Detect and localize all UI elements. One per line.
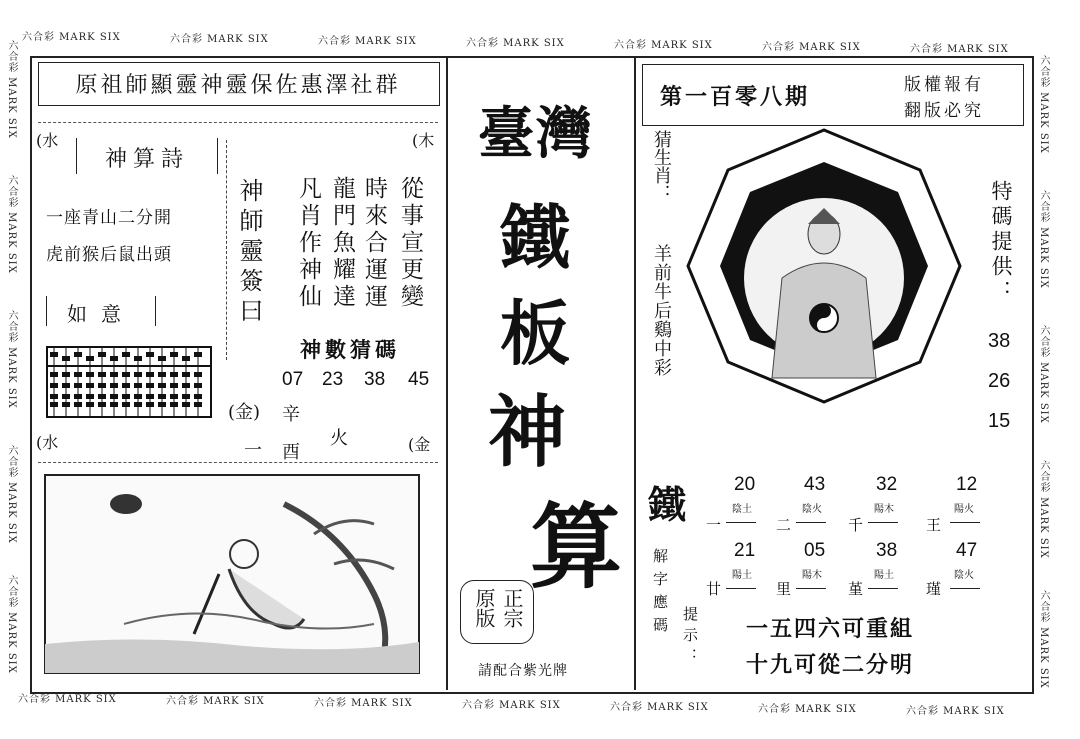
abacus-bead (134, 402, 142, 407)
dashed-line (38, 122, 438, 124)
abacus-bead (182, 356, 190, 361)
border-label: 六合彩 MARK SIX (1038, 190, 1049, 289)
abacus-bead (158, 394, 166, 399)
row1-rule-1 (726, 522, 756, 523)
border-label: 六合彩 MARK SIX (18, 694, 117, 705)
divider-left (446, 57, 448, 690)
title-char-3: 神 (488, 387, 567, 478)
abacus-bead (50, 394, 58, 399)
abacus-bead (98, 352, 106, 357)
row2-tag-3: 陽土 (874, 570, 894, 581)
border-label: 六合彩 MARK SIX (170, 34, 269, 45)
abacus-bead (110, 356, 118, 361)
title-char-1: 鐵 (500, 196, 570, 279)
abacus-bead (86, 383, 94, 388)
abacus-bead (110, 402, 118, 407)
border-label: 六合彩 MARK SIX (314, 698, 413, 709)
guess-zodiac: 羊前牛后鷄中彩 (651, 244, 672, 377)
title-char-4: 算 (530, 493, 623, 601)
abacus-bead (62, 394, 70, 399)
divider-right (634, 57, 636, 690)
abacus-bead (158, 372, 166, 377)
abacus-bead (98, 383, 106, 388)
abacus-bead (98, 402, 106, 407)
hint-label: 提示： (681, 606, 699, 669)
row1-rule-4 (950, 522, 980, 523)
special-number-3: 15 (988, 410, 1011, 432)
abacus-bead (86, 356, 94, 361)
row2-rule-3 (868, 588, 898, 589)
num-title: 神數猜碼 (300, 337, 400, 362)
mid-gold: (金) (228, 402, 261, 423)
row1-tag-2: 陰火 (802, 504, 822, 515)
abacus-bead (110, 372, 118, 377)
water-label-2: 水 (42, 433, 59, 452)
stamp-col-2: 原版 (472, 588, 496, 628)
abacus-bead (62, 372, 70, 377)
abacus-bead (134, 356, 142, 361)
you-label: 酉 (282, 442, 300, 463)
gold-corner: (金 (408, 435, 431, 454)
wood-corner: (木 (412, 131, 435, 150)
abacus-bead (194, 394, 202, 399)
poem-line-1: 一座青山二分開 (46, 208, 172, 228)
row2-tag-1: 陽土 (732, 570, 752, 581)
abacus-bead (86, 372, 94, 377)
row2-rule-2 (796, 588, 826, 589)
abacus-bead (122, 394, 130, 399)
abacus-bead (74, 372, 82, 377)
oracle-label: 神師靈簽曰 (235, 178, 263, 328)
title-char-2: 板 (500, 292, 570, 375)
verse-col-2: 時來合運運 (361, 176, 387, 311)
border-label: 六合彩 MARK SIX (318, 36, 417, 47)
border-label: 六合彩 MARK SIX (22, 32, 121, 43)
row2-num-1: 21 (734, 540, 756, 561)
border-label: 六合彩 MARK SIX (1038, 460, 1049, 559)
rights-line-2: 翻版必究 (904, 101, 984, 121)
abacus-bead (86, 402, 94, 407)
verse-col-1: 從事宣更變 (397, 176, 423, 311)
row2-tag-2: 陽木 (802, 570, 822, 581)
row1-char-1: 一 (706, 516, 722, 534)
abacus-bead (146, 394, 154, 399)
wood-label: 木 (418, 131, 435, 150)
abacus-bead (74, 394, 82, 399)
abacus-bead (98, 394, 106, 399)
abacus-bead (146, 383, 154, 388)
abacus-bead (146, 402, 154, 407)
stamp-col-1: 正宗 (500, 588, 524, 628)
special-label: 特碼提供： (989, 180, 1013, 305)
row2-rule-1 (726, 588, 756, 589)
row1-num-3: 32 (876, 474, 898, 495)
abacus-bead (170, 352, 178, 357)
row1-num-4: 12 (956, 474, 978, 495)
verse-col-3: 龍門魚耀達 (329, 176, 355, 311)
left-number-2: 23 (322, 369, 344, 390)
border-label: 六合彩 MARK SIX (762, 42, 861, 53)
sage-illustration (44, 474, 420, 674)
guess-label: 猜生肖： (651, 130, 672, 202)
yi-label: 一 (244, 440, 262, 461)
border-label: 六合彩 MARK SIX (614, 40, 713, 51)
abacus-bead (62, 402, 70, 407)
border-label: 六合彩 MARK SIX (1038, 325, 1049, 424)
row2-char-1: 廿 (706, 580, 722, 598)
row1-rule-3 (868, 522, 898, 523)
abacus-bead (122, 352, 130, 357)
row2-char-2: 里 (776, 580, 792, 598)
border-label: 六合彩 MARK SIX (910, 44, 1009, 55)
abacus-bead (194, 352, 202, 357)
abacus-bead (182, 402, 190, 407)
row2-char-4: 瑾 (926, 580, 942, 598)
row2-rule-4 (950, 588, 980, 589)
row2-tag-4: 陰火 (954, 570, 974, 581)
left-number-1: 07 (282, 369, 304, 390)
abacus-bead (158, 356, 166, 361)
abacus-bead (50, 402, 58, 407)
water-label: 水 (42, 131, 59, 150)
abacus-bead (110, 383, 118, 388)
abacus-bead (146, 352, 154, 357)
border-label: 六合彩 MARK SIX (1038, 590, 1049, 689)
row1-char-4: 王 (926, 516, 942, 534)
abacus-bead (182, 372, 190, 377)
abacus-bead (182, 383, 190, 388)
abacus-bead (194, 383, 202, 388)
border-label: 六合彩 MARK SIX (6, 575, 17, 674)
border-label: 六合彩 MARK SIX (6, 310, 17, 409)
abacus-bead (98, 372, 106, 377)
abacus-bead (74, 352, 82, 357)
row2-char-3: 堇 (848, 580, 864, 598)
abacus-bead (62, 383, 70, 388)
abacus-bead (50, 372, 58, 377)
abacus-bead (170, 402, 178, 407)
oracle-rule-left (226, 140, 228, 360)
row1-rule-2 (796, 522, 826, 523)
row1-char-2: 二 (776, 516, 792, 534)
abacus-bead (122, 383, 130, 388)
abacus-bead (170, 383, 178, 388)
footer-note: 請配合紫光牌 (478, 663, 568, 679)
left-number-3: 38 (364, 369, 386, 390)
abacus-bead (62, 356, 70, 361)
ruyi-label: 如意 (67, 302, 135, 326)
row2-num-2: 05 (804, 540, 826, 561)
abacus-bead (110, 394, 118, 399)
abacus-bead (50, 383, 58, 388)
abacus-bead (194, 402, 202, 407)
border-label: 六合彩 MARK SIX (6, 445, 17, 544)
abacus-bead (74, 383, 82, 388)
hint-line-1: 一五四六可重組 (746, 616, 915, 642)
left-number-4: 45 (408, 369, 430, 390)
border-label: 六合彩 MARK SIX (610, 702, 709, 713)
border-label: 六合彩 MARK SIX (166, 696, 265, 707)
abacus-bead (74, 402, 82, 407)
abacus-bead (182, 394, 190, 399)
iron-char: 鐵 (648, 482, 687, 527)
abacus-bead (122, 372, 130, 377)
bagua-sage-image (686, 128, 962, 404)
special-number-1: 38 (988, 330, 1011, 352)
abacus-bead (50, 352, 58, 357)
border-label: 六合彩 MARK SIX (462, 700, 561, 711)
abacus-image (46, 346, 212, 418)
water-corner-bottom: (水 (36, 433, 59, 452)
hint-line-2: 十九可從二分明 (746, 652, 915, 678)
mid-gold-label: 金 (235, 402, 254, 423)
row1-char-3: 千 (848, 516, 864, 534)
gold-label: 金 (414, 435, 431, 454)
decode-label: 解字應碼 (651, 548, 669, 640)
abacus-bead (134, 383, 142, 388)
row1-num-2: 43 (804, 474, 826, 495)
poem-line-2: 虎前猴后鼠出頭 (46, 245, 172, 265)
row1-tag-1: 陰土 (732, 504, 752, 515)
border-label: 六合彩 MARK SIX (1038, 55, 1049, 154)
water-corner: (水 (36, 131, 59, 150)
row1-tag-3: 陽木 (874, 504, 894, 515)
border-label: 六合彩 MARK SIX (906, 706, 1005, 717)
abacus-bead (86, 394, 94, 399)
border-label: 六合彩 MARK SIX (6, 40, 17, 139)
row2-num-3: 38 (876, 540, 898, 561)
row2-num-4: 47 (956, 540, 978, 561)
row1-tag-4: 陽火 (954, 504, 974, 515)
title-top: 臺灣 (478, 101, 594, 167)
border-label: 六合彩 MARK SIX (6, 175, 17, 274)
row1-num-1: 20 (734, 474, 756, 495)
special-number-2: 26 (988, 370, 1011, 392)
abacus-bead (146, 372, 154, 377)
header-text: 原祖師顯靈神靈保佐惠澤社群 (75, 73, 401, 98)
verse-col-4: 凡肖作神仙 (295, 176, 321, 311)
abacus-bead (170, 372, 178, 377)
issue-label: 第一百零八期 (660, 84, 811, 110)
dashed-line-2 (38, 462, 438, 464)
abacus-bead (158, 383, 166, 388)
fire-label: 火 (330, 428, 348, 449)
abacus-bead (158, 402, 166, 407)
abacus-bead (194, 372, 202, 377)
abacus-bead (170, 394, 178, 399)
xin-label: 辛 (282, 404, 300, 425)
border-label: 六合彩 MARK SIX (466, 38, 565, 49)
abacus-bead (122, 402, 130, 407)
border-label: 六合彩 MARK SIX (758, 704, 857, 715)
poem-title: 神算詩 (104, 147, 189, 172)
rights-line-1: 版權報有 (904, 75, 984, 95)
abacus-bead (134, 394, 142, 399)
abacus-bead (134, 372, 142, 377)
